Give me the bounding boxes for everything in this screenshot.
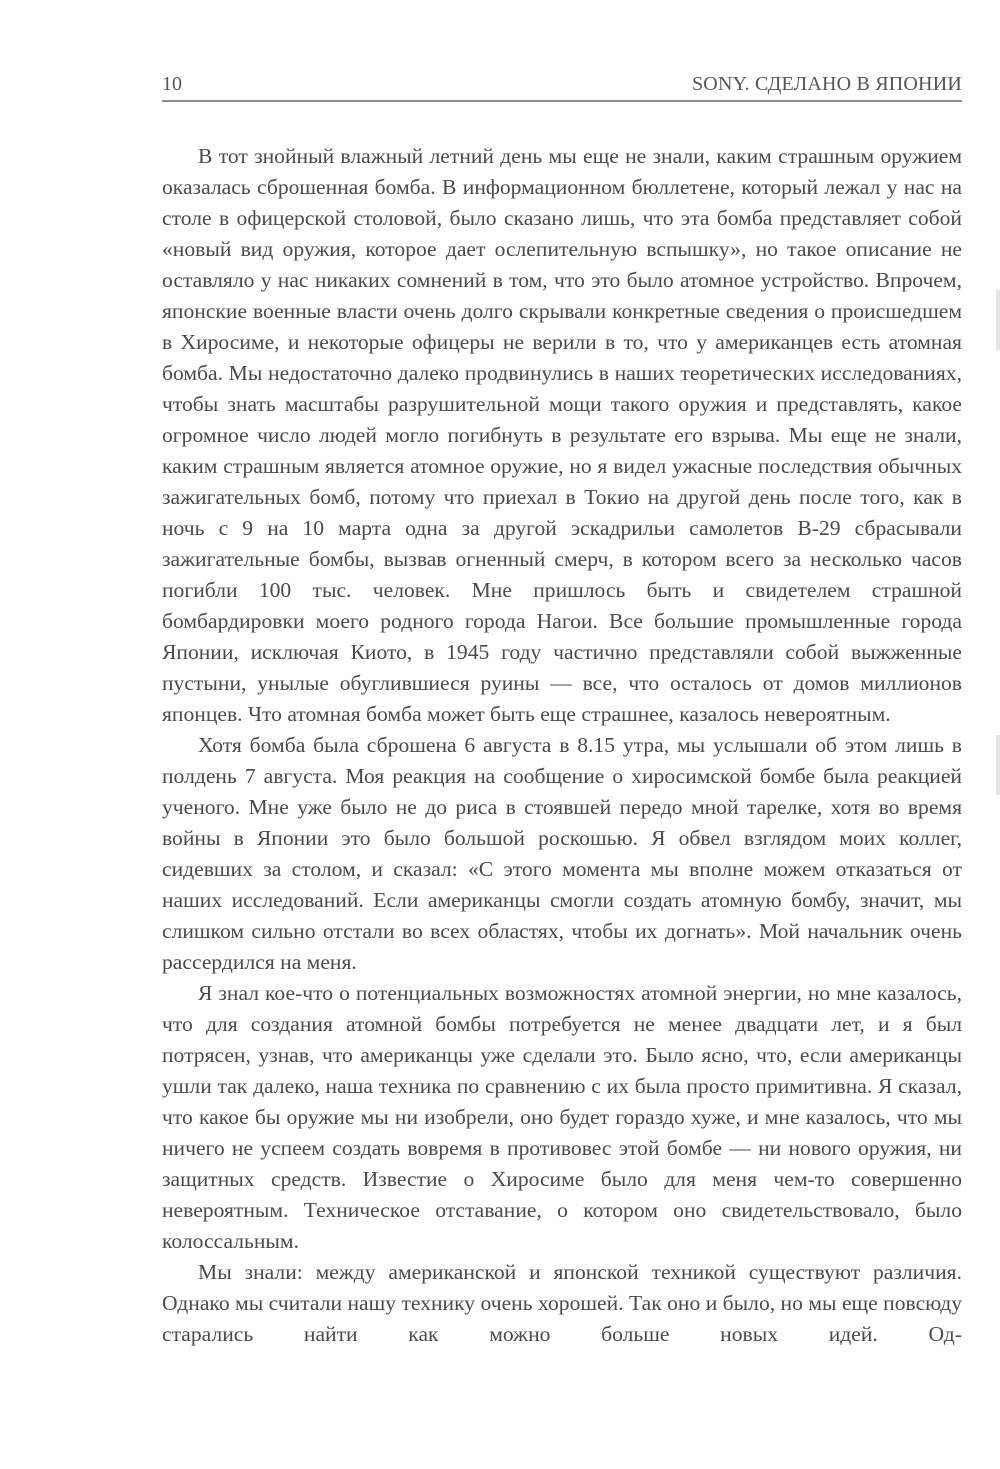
paragraph: Мы знали: между американской и японской техникой существуют различия. Однако мы считали нашу технику очень хорошей. Так оно и было, но мы еще повсюду старались найти как можно больше новых идей. Од- [162, 1260, 962, 1346]
paragraph: Я знал кое-что о потенциальных возможностях атомной энергии, но мне казалось, что для создания атомной бомбы потребуется не менее двадцати лет, и я был потрясен, узнав, что американцы уже сделали это. Было ясно, что, если американцы ушли так далеко, наша техника по сравнению с их была просто примитивна. Я сказал, что какое бы оружие мы ни изобрели, оно будет гораздо хуже, и мне казалось, что мы ничего не успеем создать вовремя в противовес этой бомбе — ни нового оружия, ни защитных средств. Известие о Хиросиме было для меня чем-то совершенно невероятным. Техническое отставание, о котором оно свидетельствовало, было колоссальным. [162, 981, 962, 1253]
scan-edge-mark [996, 290, 1000, 350]
page-body [162, 141, 962, 1350]
running-header [162, 72, 962, 102]
scan-edge-mark [996, 735, 1000, 795]
page-number: 10 [162, 73, 182, 95]
running-title: SONY. СДЕЛАНО В ЯПОНИИ [691, 73, 962, 95]
paragraph: Хотя бомба была сброшена 6 августа в 8.15 утра, мы услышали об этом лишь в полдень 7 августа. Моя реакция на сообщение о хиросимской бомбе была реакцией ученого. Мне уже было не до риса в стоявшей передо мной тарелке, хотя во время войны в Японии это было большой роскошью. Я обвел взглядом моих коллег, сидевших за столом, и сказал: «С этого момента мы вполне можем отказаться от наших исследований. Если американцы смогли создать атомную бомбу, значит, мы слишком сильно отстали во всех областях, чтобы их догнать». Мой начальник очень рассердился на меня. [162, 733, 962, 974]
paragraph: В тот знойный влажный летний день мы еще не знали, каким страшным оружием оказалась сброшенная бомба. В информационном бюллетене, который лежал у нас на столе в офицерской столовой, было сказано лишь, что эта бомба представляет собой «новый вид оружия, которое дает ослепительную вспышку», но такое описание не оставляло у нас никаких сомнений в том, что это было атомное устройство. Впрочем, японские военные власти очень долго скрывали конкретные сведения о происшедшем в Хиросиме, и некоторые офицеры не верили в то, что у американцев есть атомная бомба. Мы недостаточно далеко продвинулись в наших теоретических исследованиях, чтобы знать масштабы разрушительной мощи такого оружия и представлять, какое огромное число людей могло погибнуть в результате его взрыва. Мы еще не знали, каким страшным является атомное оружие, но я видел ужасные последствия обычных зажигательных бомб, потому что приехал в Токио на другой день после того, как в ночь с 9 на 10 марта одна за другой эскадрильи самолетов B-29 сбрасывали зажигательные бомбы, вызвав огненный смерч, в котором всего за несколько часов погибли 100 тыс. человек. Мне пришлось быть и свидетелем страшной бомбардировки моего родного города Нагои. Все большие промышленные города Японии, исключая Киото, в 1945 году частично представляли собой выжженные пустыни, унылые обуглившиеся руины — все, что осталось от домов миллионов японцев. Что атомная бомба может быть еще страшнее, казалось невероятным. [162, 144, 962, 726]
